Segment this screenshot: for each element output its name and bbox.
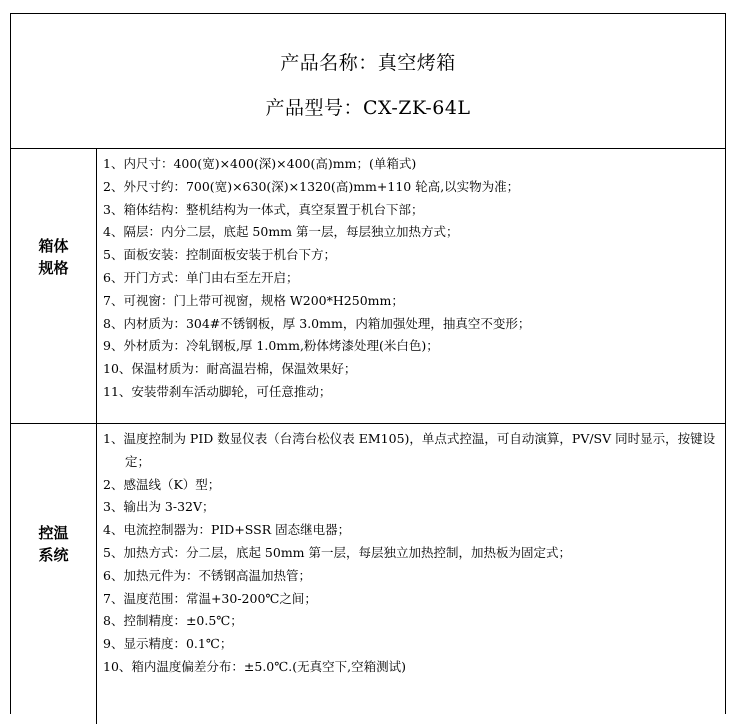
- temperature-control-category-cell: [11, 424, 97, 724]
- cabinet-spec-section: [11, 149, 725, 424]
- temperature-control-category: [11, 522, 96, 566]
- temperature-control-list: [103, 428, 721, 679]
- spec-item: 3、箱体结构：整机结构为一体式，真空泵置于机台下部；: [103, 201, 424, 217]
- spec-item: 2、外尺寸约：700(宽)×630(深)×1320(高)mm+110 轮高,以实物为准；: [103, 178, 520, 194]
- spec-item: 4、隔层：内分二层，底起 50mm 第一层，每层独立加热方式；: [103, 224, 459, 240]
- spec-item: 6、开门方式：单门由右至左开启；: [103, 269, 299, 285]
- spec-item: 1、内尺寸：400(宽)×400(深)×400(高)mm；(单箱式): [103, 156, 417, 171]
- spec-item: 4、电流控制器为：PID+SSR 固态继电器；: [103, 522, 351, 538]
- spec-item: 5、加热方式：分二层，底起 50mm 第一层，每层独立加热控制，加热板为固定式；: [103, 544, 572, 560]
- product-model: [11, 93, 725, 120]
- spec-item: 9、外材质为：冷轧钢板,厚 1.0mm,粉体烤漆处理(米白色)；: [103, 338, 439, 354]
- spec-item: 1、温度控制为 PID 数显仪表（台湾台松仪表 EM105)，单点式控温，可自动演算，PV/SV 同时显示，按键设定；: [103, 431, 716, 469]
- category-line: 控温: [38, 524, 69, 542]
- product-model-value: CX-ZK-64L: [362, 97, 471, 119]
- spec-item: 11、安装带刹车活动脚轮，可任意推动；: [103, 383, 332, 399]
- category-line: 箱体: [38, 237, 69, 255]
- product-name-value: 真空烤箱: [377, 52, 456, 74]
- product-name: [11, 48, 725, 75]
- spec-item: 8、控制精度：±0.5℃；: [103, 613, 243, 629]
- category-line: 规格: [38, 259, 69, 277]
- product-header: [11, 14, 725, 149]
- spec-item: 2、感温线（K）型；: [103, 476, 221, 492]
- spec-item: 7、可视窗：门上带可视窗，规格 W200*H250mm；: [103, 292, 404, 308]
- spec-item: 5、面板安装：控制面板安装于机台下方；: [103, 247, 336, 263]
- cabinet-spec-list: [103, 153, 721, 404]
- spec-item: 3、输出为 3-32V；: [103, 499, 215, 515]
- spec-item: 9、显示精度：0.1℃；: [103, 636, 233, 652]
- spec-item: 10、保温材质为：耐高温岩棉，保温效果好；: [103, 361, 357, 377]
- spec-item: 8、内材质为：304#不锈钢板，厚 3.0mm，内箱加强处理，抽真空不变形；: [103, 315, 531, 331]
- temperature-control-section: [11, 424, 725, 724]
- spec-item: 10、箱内温度偏差分布：±5.0℃.(无真空下,空箱测试): [103, 658, 406, 674]
- product-model-label: 产品型号：: [265, 97, 363, 119]
- category-line: 系统: [38, 546, 69, 564]
- spec-item: 6、加热元件为：不锈钢高温加热管；: [103, 567, 311, 583]
- product-name-label: 产品名称：: [280, 52, 378, 74]
- spec-item: 7、温度范围：常温+30-200℃之间；: [103, 590, 317, 606]
- cabinet-spec-category-cell: [11, 149, 97, 423]
- spec-sheet: [10, 13, 726, 714]
- cabinet-spec-category: [11, 235, 96, 279]
